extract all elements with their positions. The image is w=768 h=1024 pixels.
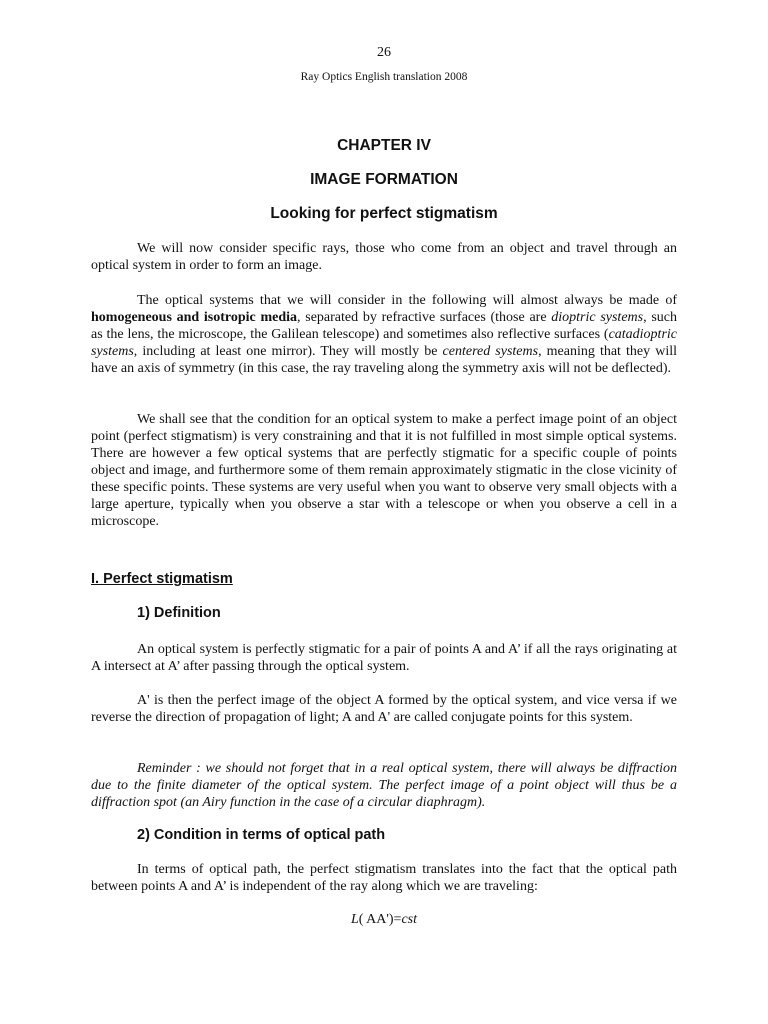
italic-term: dioptric systems (551, 310, 644, 325)
chapter-subtitle: Looking for perfect stigmatism (270, 205, 498, 222)
reminder-paragraph: Reminder : we should not forget that in a real optical system, there will always be diffraction due to the finite diameter of the optical system. The perfect image of a point object will thus be a diffraction spot (an Airy function in the case of a circular diaphragm). (91, 761, 677, 810)
intro-paragraph-3: We shall see that the condition for an optical system to make a perfect image point of an object point (perfect stigmatism) is very constraining and that it is not fulfilled in most simple optical systems. There are however a few optical systems that are perfectly stigmatic for a specific couple of points object and image, and furthermore some of them remain approximately stigmatic in the close vicinity of these specific points. These systems are very useful when you want to observe very small objects with a large aperture, typically when you observe a star with a telescope or when you observe a cell in a microscope. (91, 412, 677, 529)
definition-paragraph-2: A' is then the perfect image of the object A formed by the optical system, and vice versa if we reverse the direction of propagation of light; A and A' are called conjugate points for this system. (91, 693, 677, 725)
equation: L( AA')=cst (350, 912, 418, 927)
chapter-heading: CHAPTER IV (337, 137, 431, 154)
subsection-definition: 1) Definition (137, 605, 221, 621)
subsection-optical-path: 2) Condition in terms of optical path (137, 827, 386, 843)
running-header: Ray Optics English translation 2008 (300, 71, 468, 83)
optical-path-paragraph: In terms of optical path, the perfect stigmatism translates into the fact that the optical path between points A and A’ is independent of the ray along which we are traveling: (91, 862, 677, 894)
italic-term: centered systems (442, 344, 539, 359)
page-number: 26 (377, 45, 391, 60)
definition-paragraph-1: An optical system is perfectly stigmatic for a pair of points A and A’ if all the rays originating at A intersect at A’ after passing through the optical system. (91, 642, 677, 674)
intro-paragraph-2: The optical systems that we will consider in the following will almost always be made of homogeneous and isotropic media, separated by refractive surfaces (those are dioptric systems, such as the lens, the microscope, the Galilean telescope) and sometimes also reflective surfaces (catadioptric systems, including at least one mirror). They will mostly be centered systems, meaning that they will have an axis of symmetry (in this case, the ray traveling along the symmetry axis will not be deflected). (91, 293, 677, 376)
intro-paragraph-1: We will now consider specific rays, those who come from an object and travel through an optical system in order to form an image. (91, 241, 677, 273)
italic-term: catadioptric systems (91, 327, 677, 359)
section-title: I. Perfect stigmatism (91, 571, 233, 587)
chapter-title: IMAGE FORMATION (310, 171, 458, 188)
bold-term: homogeneous and isotropic media (91, 310, 298, 325)
